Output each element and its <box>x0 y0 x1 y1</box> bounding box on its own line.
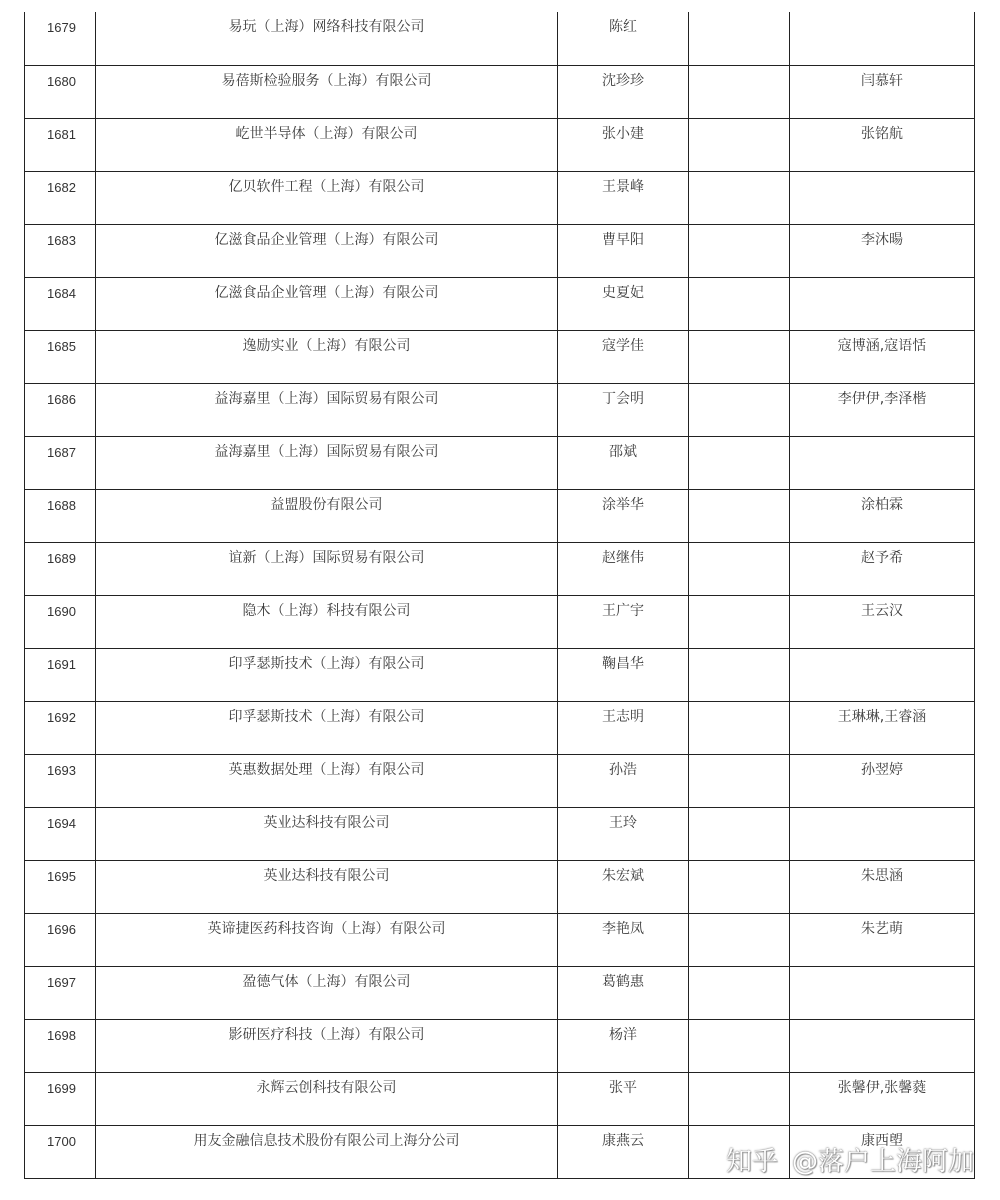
serial-number-cell: 1687 <box>25 436 96 489</box>
spouse-name-cell <box>689 1019 790 1072</box>
serial-number-cell: 1683 <box>25 224 96 277</box>
spouse-name-cell <box>689 966 790 1019</box>
serial-number-cell: 1686 <box>25 383 96 436</box>
serial-number-cell: 1692 <box>25 701 96 754</box>
serial-number-cell: 1697 <box>25 966 96 1019</box>
company-name-cell: 亿滋食品企业管理（上海）有限公司 <box>96 224 558 277</box>
spouse-name-cell <box>689 436 790 489</box>
spouse-name-cell <box>689 807 790 860</box>
applicant-name-cell: 王广宇 <box>558 595 689 648</box>
serial-number-cell: 1690 <box>25 595 96 648</box>
company-name-cell: 屹世半导体（上海）有限公司 <box>96 118 558 171</box>
spouse-name-cell <box>689 542 790 595</box>
company-name-cell: 永辉云创科技有限公司 <box>96 1072 558 1125</box>
applicant-name-cell: 赵继伟 <box>558 542 689 595</box>
child-name-cell <box>790 1019 975 1072</box>
table-row <box>25 118 975 171</box>
company-name-cell: 英谛捷医药科技咨询（上海）有限公司 <box>96 913 558 966</box>
table-row <box>25 489 975 542</box>
spouse-name-cell <box>689 12 790 65</box>
spouse-name-cell <box>689 701 790 754</box>
watermark-author: @落户上海阿加 <box>791 1147 974 1177</box>
spouse-name-cell <box>689 595 790 648</box>
serial-number-cell: 1694 <box>25 807 96 860</box>
child-name-cell: 寇博涵,寇语恬 <box>790 330 975 383</box>
child-name-cell <box>790 807 975 860</box>
watermark-brand: 知乎 <box>725 1147 778 1177</box>
spouse-name-cell <box>689 224 790 277</box>
child-name-cell <box>790 966 975 1019</box>
child-name-cell: 朱艺萌 <box>790 913 975 966</box>
applicant-name-cell: 王景峰 <box>558 171 689 224</box>
table-row <box>25 966 975 1019</box>
table-row <box>25 224 975 277</box>
settlement-list-table <box>24 12 975 1179</box>
child-name-cell <box>790 648 975 701</box>
spouse-name-cell <box>689 330 790 383</box>
company-name-cell: 英业达科技有限公司 <box>96 860 558 913</box>
serial-number-cell: 1688 <box>25 489 96 542</box>
child-name-cell: 李沐暘 <box>790 224 975 277</box>
company-name-cell: 用友金融信息技术股份有限公司上海分公司 <box>96 1125 558 1178</box>
company-name-cell: 益海嘉里（上海）国际贸易有限公司 <box>96 383 558 436</box>
child-name-cell: 王琳琳,王睿涵 <box>790 701 975 754</box>
table-row <box>25 330 975 383</box>
applicant-name-cell: 李艳凤 <box>558 913 689 966</box>
applicant-name-cell: 朱宏斌 <box>558 860 689 913</box>
company-name-cell: 逸励实业（上海）有限公司 <box>96 330 558 383</box>
company-name-cell: 英惠数据处理（上海）有限公司 <box>96 754 558 807</box>
spouse-name-cell <box>689 913 790 966</box>
child-name-cell: 张铭航 <box>790 118 975 171</box>
company-name-cell: 印孚瑟斯技术（上海）有限公司 <box>96 648 558 701</box>
applicant-name-cell: 葛鹤惠 <box>558 966 689 1019</box>
table-row <box>25 701 975 754</box>
applicant-name-cell: 史夏妃 <box>558 277 689 330</box>
table-row <box>25 1019 975 1072</box>
child-name-cell: 王云汉 <box>790 595 975 648</box>
table-row <box>25 12 975 65</box>
serial-number-cell: 1679 <box>25 12 96 65</box>
applicant-name-cell: 张平 <box>558 1072 689 1125</box>
serial-number-cell: 1699 <box>25 1072 96 1125</box>
child-name-cell <box>790 171 975 224</box>
serial-number-cell: 1691 <box>25 648 96 701</box>
table-row <box>25 807 975 860</box>
child-name-cell: 孙翌婷 <box>790 754 975 807</box>
company-name-cell: 益盟股份有限公司 <box>96 489 558 542</box>
applicant-name-cell: 杨洋 <box>558 1019 689 1072</box>
company-name-cell: 易玩（上海）网络科技有限公司 <box>96 12 558 65</box>
child-name-cell <box>790 12 975 65</box>
child-name-cell: 闫慕轩 <box>790 65 975 118</box>
serial-number-cell: 1684 <box>25 277 96 330</box>
company-name-cell: 易蓓斯检验服务（上海）有限公司 <box>96 65 558 118</box>
serial-number-cell: 1681 <box>25 118 96 171</box>
serial-number-cell: 1689 <box>25 542 96 595</box>
spouse-name-cell <box>689 171 790 224</box>
child-name-cell: 涂柏霖 <box>790 489 975 542</box>
spouse-name-cell <box>689 648 790 701</box>
table-row <box>25 436 975 489</box>
table-row <box>25 542 975 595</box>
serial-number-cell: 1700 <box>25 1125 96 1178</box>
child-name-cell <box>790 436 975 489</box>
applicant-name-cell: 曹早阳 <box>558 224 689 277</box>
serial-number-cell: 1680 <box>25 65 96 118</box>
child-name-cell: 赵予希 <box>790 542 975 595</box>
applicant-name-cell: 孙浩 <box>558 754 689 807</box>
spouse-name-cell <box>689 1072 790 1125</box>
applicant-name-cell: 王玲 <box>558 807 689 860</box>
child-name-cell <box>790 277 975 330</box>
spouse-name-cell <box>689 65 790 118</box>
serial-number-cell: 1685 <box>25 330 96 383</box>
applicant-name-cell: 邵斌 <box>558 436 689 489</box>
applicant-name-cell: 鞠昌华 <box>558 648 689 701</box>
spouse-name-cell <box>689 383 790 436</box>
applicant-name-cell: 丁会明 <box>558 383 689 436</box>
company-name-cell: 益海嘉里（上海）国际贸易有限公司 <box>96 436 558 489</box>
child-name-cell: 朱思涵 <box>790 860 975 913</box>
spouse-name-cell <box>689 118 790 171</box>
child-name-cell: 张馨伊,张馨蕤 <box>790 1072 975 1125</box>
child-name-cell: 李伊伊,李泽楷 <box>790 383 975 436</box>
spouse-name-cell <box>689 860 790 913</box>
applicant-name-cell: 寇学佳 <box>558 330 689 383</box>
company-name-cell: 隐木（上海）科技有限公司 <box>96 595 558 648</box>
serial-number-cell: 1693 <box>25 754 96 807</box>
serial-number-cell: 1695 <box>25 860 96 913</box>
applicant-name-cell: 张小建 <box>558 118 689 171</box>
applicant-name-cell: 沈珍珍 <box>558 65 689 118</box>
table-row <box>25 171 975 224</box>
spouse-name-cell <box>689 277 790 330</box>
table-row <box>25 860 975 913</box>
table-row <box>25 595 975 648</box>
child-name-cell: 康西塱 <box>790 1125 975 1178</box>
company-name-cell: 盈德气体（上海）有限公司 <box>96 966 558 1019</box>
company-name-cell: 谊新（上海）国际贸易有限公司 <box>96 542 558 595</box>
company-name-cell: 亿滋食品企业管理（上海）有限公司 <box>96 277 558 330</box>
table-row <box>25 913 975 966</box>
table-row <box>25 65 975 118</box>
applicant-name-cell: 涂举华 <box>558 489 689 542</box>
company-name-cell: 印孚瑟斯技术（上海）有限公司 <box>96 701 558 754</box>
spouse-name-cell <box>689 754 790 807</box>
table-row <box>25 383 975 436</box>
table-row <box>25 648 975 701</box>
spouse-name-cell <box>689 489 790 542</box>
table-row <box>25 277 975 330</box>
company-name-cell: 影研医疗科技（上海）有限公司 <box>96 1019 558 1072</box>
company-name-cell: 亿贝软件工程（上海）有限公司 <box>96 171 558 224</box>
zhihu-watermark <box>726 1141 974 1178</box>
applicant-name-cell: 陈红 <box>558 12 689 65</box>
company-name-cell: 英业达科技有限公司 <box>96 807 558 860</box>
table-row <box>25 754 975 807</box>
applicant-name-cell: 康燕云 <box>558 1125 689 1178</box>
serial-number-cell: 1698 <box>25 1019 96 1072</box>
serial-number-cell: 1696 <box>25 913 96 966</box>
serial-number-cell: 1682 <box>25 171 96 224</box>
applicant-name-cell: 王志明 <box>558 701 689 754</box>
table-row <box>25 1072 975 1125</box>
table-body <box>25 12 975 1178</box>
